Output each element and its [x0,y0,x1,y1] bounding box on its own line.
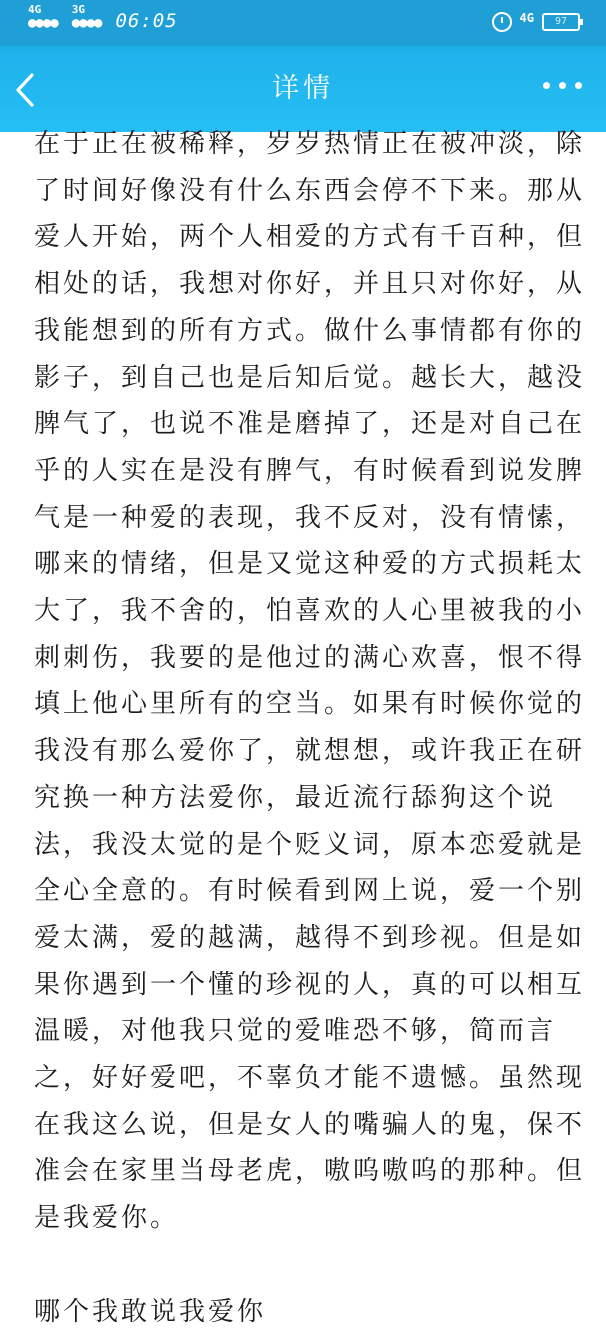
article-line: 填上他心里所有的空当。如果有时候你觉的 [34,689,586,720]
battery-level: 97 [554,16,568,27]
article-line: 哪来的情绪，但是又觉这种爱的方式损耗太 [34,549,586,580]
article-content[interactable] [0,129,606,1327]
signal-bars-icon: ●●●● [71,14,102,31]
article-line: 温暖，对他我只觉的爱唯恐不够，简而言 [34,1016,557,1047]
article-line: 乎的人实在是没有脾气，有时候看到说发脾 [34,455,586,486]
article-line: 爱人开始，两个人相爱的方式有千百种，但 [34,222,586,253]
signal-indicator-1 [28,2,58,32]
article-line: 果你遇到一个懂的珍视的人，真的可以相互 [34,969,586,1000]
article-line: 我能想到的所有方式。做什么事情都有你的 [34,315,586,346]
signal-1-label: 4G [28,2,42,16]
status-right [492,12,580,32]
article-line: 大了，我不舍的，怕喜欢的人心里被我的小 [34,596,586,626]
more-options-button[interactable] [543,82,582,89]
alarm-clock-icon [492,12,512,32]
right-signal-label: 4G [519,11,534,25]
article-line: 在于正在被稀释，岁岁热情正在被冲淡，除 [34,129,586,159]
article-line: 是我爱你。 [34,1203,180,1234]
article-line: 准会在家里当母老虎，嗷呜嗷呜的那种。但 [34,1156,586,1187]
battery-icon [542,13,580,31]
more-dots-icon [543,82,550,89]
more-dots-icon [575,82,582,89]
top-app-bar [0,46,606,132]
status-bar [0,0,606,46]
signal-2-label: 3G [71,2,85,16]
more-dots-icon [559,82,566,89]
article-line: 刺刺伤，我要的是他过的满心欢喜，恨不得 [34,642,586,673]
article-line: 了时间好像没有什么东西会停不下来。那从 [34,175,586,206]
signal-indicator-2 [71,2,102,32]
article-line: 我没有那么爱你了，就想想，或许我正在研 [34,736,586,767]
article-line: 脾气了，也说不准是磨掉了，还是对自己在 [34,409,586,440]
page-title: 详情 [272,73,334,104]
article-line: 影子，到自己也是后知后觉。越长大，越没 [34,362,586,393]
status-time: 06:05 [115,10,178,32]
article-line: 在我这么说，但是女人的嘴骗人的鬼，保不 [34,1109,586,1140]
article-line: 哪个我敢说我爱你 [34,1296,267,1327]
article-line: 之，好好爱吧，不辜负才能不遗憾。虽然现 [34,1063,586,1093]
article-line: 全心全意的。有时候看到网上说，爱一个别 [34,876,586,907]
signal-bars-icon: ●●●● [28,14,58,31]
article-line: 相处的话，我想对你好，并且只对你好，从 [34,269,586,300]
article-line: 究换一种方法爱你，最近流行舔狗这个说 [34,782,557,813]
status-left [28,2,178,32]
article-line: 爱太满，爱的越满，越得不到珍视。但是如 [34,922,586,953]
article-line: 气是一种爱的表现，我不反对，没有情愫， [34,502,586,533]
article-line: 法，我没太觉的是个贬义词，原本恋爱就是 [34,829,586,860]
